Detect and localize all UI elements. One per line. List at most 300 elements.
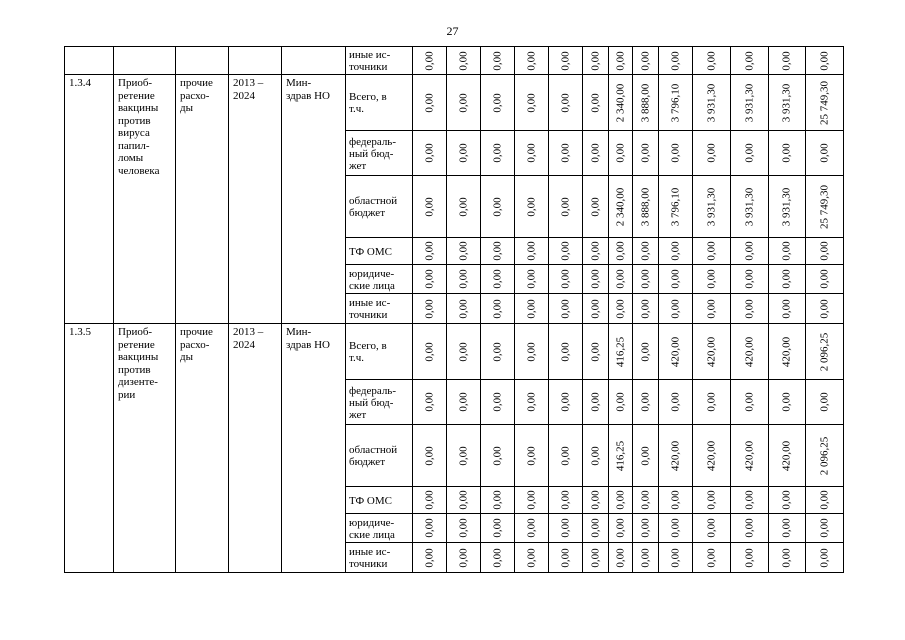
value-cell [549,238,583,265]
value-text: 3 931,30 [705,83,717,122]
value-text: 0,00 [614,50,626,71]
value-cell [769,487,806,514]
value-cell [447,47,481,75]
value-text: 0,00 [457,341,469,362]
value-cell [447,543,481,573]
item-name-text: Приоб- ретение вакцины против вируса папил- ломы человека [118,77,160,177]
value-cell [583,294,609,324]
source-label: иные ис- точники [349,546,391,570]
value-cell [413,543,447,573]
value-text: 0,00 [780,518,793,538]
value-cell [693,324,731,380]
value-cell [659,265,693,294]
value-text: 3 796,10 [669,83,681,122]
value-cell [481,238,515,265]
value-cell [731,47,769,75]
item-period-text: 2013 – 2024 [233,77,264,102]
value-cell [413,47,447,75]
value-cell [515,425,549,487]
value-cell [633,265,659,294]
value-cell [515,47,549,75]
source-label: ТФ ОМС [349,494,392,507]
value-text: 0,00 [559,241,571,261]
value-text: 0,00 [669,143,681,163]
value-cell [583,238,609,265]
value-text: 0,00 [491,269,503,289]
value-cell [659,131,693,176]
source-cell [346,294,413,324]
value-cell [609,380,633,425]
value-text: 0,00 [780,241,793,261]
value-text: 0,00 [457,392,469,412]
value-text: 0,00 [614,269,626,289]
item-expense-type [176,75,229,324]
value-text: 0,00 [457,490,469,510]
source-cell [346,131,413,176]
value-text: 0,00 [457,241,469,261]
value-cell [481,294,515,324]
value-cell [447,294,481,324]
value-text: 0,00 [589,269,601,289]
value-cell [413,324,447,380]
value-cell [447,131,481,176]
value-cell [515,324,549,380]
value-cell [481,487,515,514]
value-cell [413,131,447,176]
value-cell [633,543,659,573]
value-text: 0,00 [639,241,651,261]
value-text: 0,00 [491,298,503,319]
value-cell [769,131,806,176]
value-cell [447,265,481,294]
value-text: 3 931,30 [743,187,755,226]
value-cell [769,75,806,131]
value-text: 0,00 [818,392,830,412]
value-cell [769,294,806,324]
value-cell [633,425,659,487]
value-text: 0,00 [559,445,571,466]
value-text: 0,00 [423,298,435,319]
value-text: 0,00 [491,392,503,412]
value-text: 0,00 [457,547,469,568]
value-text: 0,00 [639,490,651,510]
value-text: 0,00 [457,269,469,289]
value-cell [659,324,693,380]
value-text: 0,00 [423,518,435,538]
value-text: 0,00 [818,143,830,163]
value-cell [633,47,659,75]
value-cell [693,265,731,294]
value-cell [609,47,633,75]
value-cell [806,324,844,380]
value-text: 3 796,10 [669,187,681,226]
value-cell [693,543,731,573]
value-cell [583,380,609,425]
value-text: 0,00 [818,298,830,319]
value-cell [659,176,693,238]
value-cell [515,543,549,573]
value-text: 0,00 [818,50,830,71]
value-text: 0,00 [423,143,435,163]
value-text: 0,00 [780,490,793,510]
item-period [229,75,282,324]
value-cell [549,294,583,324]
value-cell [731,324,769,380]
value-cell [447,176,481,238]
value-cell [693,380,731,425]
value-text: 0,00 [491,241,503,261]
value-text: 0,00 [525,50,537,71]
value-text: 0,00 [423,50,435,71]
value-text: 25 749,30 [818,184,830,229]
table-row [65,324,882,380]
value-cell [693,294,731,324]
value-text: 0,00 [423,445,435,466]
value-text: 0,00 [669,298,681,319]
value-text: 0,00 [491,143,503,163]
source-cell [346,425,413,487]
source-label: федераль- ный бюд- жет [349,135,396,172]
value-text: 0,00 [457,92,469,113]
value-cell [769,425,806,487]
table-row [65,47,882,75]
value-text: 0,00 [525,241,537,261]
value-text: 0,00 [589,298,601,319]
value-cell [413,514,447,543]
value-cell [413,176,447,238]
value-text: 0,00 [559,196,571,217]
empty-cell [114,47,176,75]
value-cell [481,75,515,131]
value-cell [693,514,731,543]
source-label: областной бюджет [349,195,398,219]
value-cell [515,176,549,238]
value-text: 0,00 [525,490,537,510]
value-cell [515,131,549,176]
value-text: 0,00 [614,143,626,163]
value-cell [769,543,806,573]
value-text: 0,00 [614,490,626,510]
value-cell [633,294,659,324]
value-text: 0,00 [589,241,601,261]
value-cell [413,238,447,265]
value-text: 420,00 [705,336,717,367]
source-cell [346,47,413,75]
value-cell [481,324,515,380]
value-text: 3 931,30 [780,187,793,226]
source-label: федераль- ный бюд- жет [349,384,396,421]
value-text: 0,00 [639,269,651,289]
value-cell [659,425,693,487]
value-text: 0,00 [780,392,793,412]
value-text: 0,00 [423,490,435,510]
value-cell [633,514,659,543]
value-text: 0,00 [743,143,755,163]
value-text: 420,00 [669,440,681,471]
value-text: 0,00 [457,518,469,538]
item-executor [282,324,346,573]
value-cell [693,238,731,265]
value-cell [515,514,549,543]
value-cell [413,487,447,514]
value-text: 3 888,00 [639,187,651,226]
value-cell [447,425,481,487]
value-cell [769,176,806,238]
item-code-text: 1.3.4 [69,77,91,89]
value-text: 0,00 [559,490,571,510]
value-cell [806,380,844,425]
value-text: 420,00 [705,440,717,471]
value-cell [693,176,731,238]
value-text: 3 931,30 [780,83,793,122]
value-text: 0,00 [457,445,469,466]
value-text: 0,00 [525,445,537,466]
value-text: 0,00 [669,241,681,261]
value-text: 0,00 [639,518,651,538]
item-executor-text: Мин- здрав НО [286,326,330,351]
value-cell [806,176,844,238]
item-name [114,75,176,324]
empty-cell [65,47,114,75]
value-text: 0,00 [423,92,435,113]
value-cell [447,380,481,425]
item-executor-text: Мин- здрав НО [286,77,330,102]
value-text: 0,00 [705,518,717,538]
value-cell [447,238,481,265]
value-text: 0,00 [780,547,793,568]
value-text: 0,00 [525,547,537,568]
value-text: 0,00 [639,547,651,568]
value-cell [769,324,806,380]
item-code-text: 1.3.5 [69,326,91,338]
value-cell [583,514,609,543]
value-text: 0,00 [669,392,681,412]
value-text: 0,00 [705,241,717,261]
value-text: 0,00 [743,518,755,538]
value-text: 3 888,00 [639,83,651,122]
value-text: 25 749,30 [818,80,830,125]
value-cell [609,294,633,324]
value-text: 0,00 [457,143,469,163]
value-cell [447,514,481,543]
empty-cell [229,47,282,75]
value-text: 0,00 [614,518,626,538]
source-cell [346,238,413,265]
value-cell [549,425,583,487]
value-cell [659,380,693,425]
value-text: 0,00 [491,341,503,362]
value-text: 0,00 [491,445,503,466]
item-period [229,324,282,573]
value-text: 0,00 [669,269,681,289]
value-text: 0,00 [639,143,651,163]
value-cell [806,487,844,514]
item-executor [282,75,346,324]
value-text: 0,00 [669,490,681,510]
value-cell [659,75,693,131]
item-name [114,324,176,573]
value-text: 420,00 [780,336,793,367]
value-text: 0,00 [491,196,503,217]
source-cell [346,514,413,543]
value-text: 0,00 [559,143,571,163]
value-text: 0,00 [491,50,503,71]
value-cell [447,487,481,514]
value-cell [481,543,515,573]
value-cell [806,543,844,573]
value-text: 0,00 [705,50,717,71]
value-text: 0,00 [559,92,571,113]
value-cell [693,75,731,131]
value-text: 0,00 [589,445,601,466]
value-text: 416,25 [614,440,626,471]
value-cell [413,75,447,131]
source-cell [346,265,413,294]
value-cell [481,265,515,294]
value-text: 0,00 [639,50,651,71]
value-cell [515,238,549,265]
value-cell [693,131,731,176]
value-cell [609,514,633,543]
value-text: 0,00 [589,196,601,217]
value-cell [515,487,549,514]
value-text: 0,00 [525,341,537,362]
value-cell [413,265,447,294]
value-text: 0,00 [639,392,651,412]
value-cell [731,176,769,238]
value-text: 0,00 [705,392,717,412]
value-text: 0,00 [457,196,469,217]
value-cell [583,265,609,294]
value-text: 0,00 [614,241,626,261]
value-cell [583,176,609,238]
value-cell [549,514,583,543]
budget-table [64,46,882,573]
empty-cell [176,47,229,75]
value-cell [633,238,659,265]
value-cell [731,294,769,324]
value-text: 0,00 [743,298,755,319]
value-cell [583,425,609,487]
value-text: 0,00 [525,392,537,412]
value-text: 0,00 [780,269,793,289]
value-text: 0,00 [491,490,503,510]
value-cell [583,75,609,131]
value-cell [731,487,769,514]
source-label: ТФ ОМС [349,245,392,258]
item-code [65,324,114,573]
value-cell [806,265,844,294]
value-cell [549,176,583,238]
value-text: 0,00 [423,547,435,568]
value-cell [806,131,844,176]
value-text: 0,00 [457,50,469,71]
value-cell [731,380,769,425]
source-cell [346,487,413,514]
value-cell [447,324,481,380]
value-cell [583,131,609,176]
value-cell [609,176,633,238]
value-cell [413,380,447,425]
value-text: 416,25 [614,336,626,367]
value-text: 0,00 [525,298,537,319]
source-cell [346,324,413,380]
value-cell [633,324,659,380]
source-label: юридиче- ские лица [349,267,395,292]
value-cell [549,324,583,380]
value-text: 0,00 [818,269,830,289]
item-name-text: Приоб- ретение вакцины против дизенте- рии [118,326,159,401]
value-text: 0,00 [559,392,571,412]
value-cell [481,514,515,543]
value-cell [731,238,769,265]
value-text: 0,00 [423,341,435,362]
value-cell [731,543,769,573]
value-text: 0,00 [705,143,717,163]
value-cell [609,131,633,176]
value-text: 0,00 [457,298,469,319]
value-cell [609,487,633,514]
source-label: юридиче- ские лица [349,516,395,541]
value-text: 2 340,00 [614,187,626,226]
value-cell [769,514,806,543]
value-cell [481,47,515,75]
source-cell [346,380,413,425]
value-text: 0,00 [423,392,435,412]
value-cell [583,487,609,514]
value-cell [769,238,806,265]
value-text: 0,00 [423,269,435,289]
source-cell [346,543,413,573]
value-text: 0,00 [743,50,755,71]
value-text: 0,00 [589,143,601,163]
value-text: 0,00 [639,298,651,319]
value-text: 0,00 [780,298,793,319]
value-cell [659,514,693,543]
value-cell [609,265,633,294]
value-text: 2 096,25 [818,332,830,371]
value-text: 0,00 [589,547,601,568]
value-text: 0,00 [491,547,503,568]
value-text: 2 096,25 [818,436,830,475]
value-text: 0,00 [780,143,793,163]
value-text: 0,00 [705,269,717,289]
source-cell [346,75,413,131]
value-cell [549,47,583,75]
value-text: 0,00 [669,547,681,568]
value-text: 0,00 [669,518,681,538]
value-cell [515,380,549,425]
value-cell [609,543,633,573]
value-cell [609,425,633,487]
value-text: 0,00 [525,92,537,113]
table-body [65,47,882,573]
value-cell [413,294,447,324]
value-text: 0,00 [559,547,571,568]
source-label: иные ис- точники [349,49,391,73]
value-cell [659,47,693,75]
value-text: 0,00 [589,341,601,362]
value-cell [659,543,693,573]
value-cell [769,47,806,75]
value-cell [731,75,769,131]
value-text: 3 931,30 [705,187,717,226]
value-text: 0,00 [525,196,537,217]
value-text: 0,00 [559,50,571,71]
value-text: 0,00 [423,241,435,261]
value-cell [447,75,481,131]
value-text: 0,00 [743,392,755,412]
